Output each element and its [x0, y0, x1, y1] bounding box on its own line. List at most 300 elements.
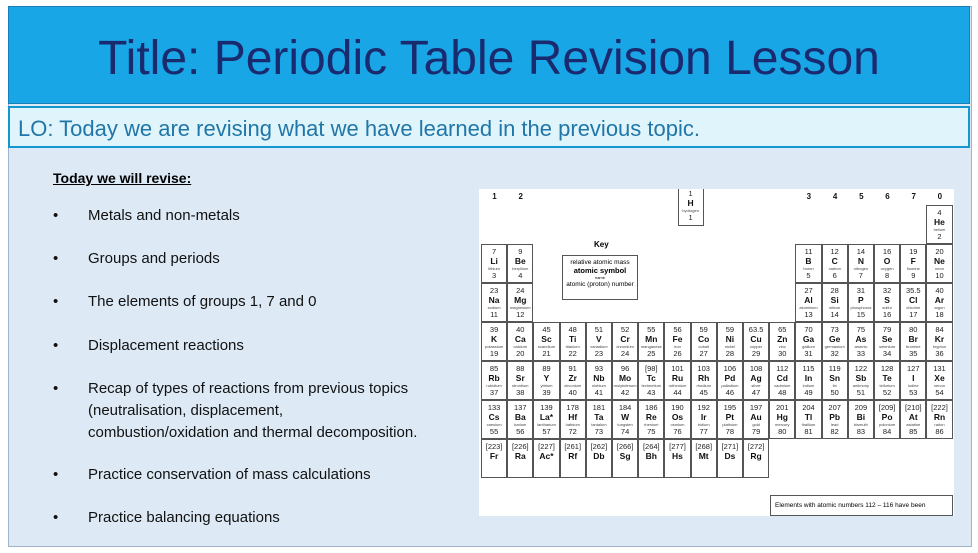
element-cell [926, 205, 952, 244]
element-cell [507, 361, 533, 400]
element-number: 24 [620, 349, 630, 358]
element-symbol: Al [804, 295, 813, 305]
revision-bullet-item [48, 507, 518, 529]
element-name: iodine [907, 383, 919, 388]
element-mass: 127 [907, 364, 920, 373]
element-mass: 39 [489, 325, 499, 334]
element-cell [638, 400, 664, 439]
group-number: 7 [911, 192, 916, 201]
element-mass: 28 [830, 286, 839, 295]
element-name: yttrium [540, 383, 553, 388]
element-number: 4 [518, 271, 523, 280]
element-mass: 186 [645, 403, 658, 412]
element-symbol: F [910, 256, 916, 266]
superheavy-note: Elements with atomic numbers 112 – 116 have been [770, 495, 953, 516]
element-number: 49 [804, 388, 813, 397]
element-name: iron [674, 344, 681, 349]
element-number: 57 [542, 427, 551, 436]
element-symbol: Pt [725, 412, 735, 422]
element-symbol: Ar [934, 295, 945, 305]
revise-heading: Today we will revise: [53, 170, 192, 186]
element-cell [533, 361, 559, 400]
element-cell [612, 322, 638, 361]
element-cell [533, 400, 559, 439]
element-symbol: Cr [620, 334, 630, 344]
element-mass: [266] [616, 442, 634, 451]
element-number: 85 [909, 427, 918, 436]
element-cell [691, 322, 717, 361]
element-symbol: Fe [672, 334, 683, 344]
element-name: astatine [906, 422, 921, 427]
element-mass: 115 [802, 364, 815, 373]
element-name: antimony [852, 383, 869, 388]
key-line-number: atomic (proton) number [566, 281, 634, 288]
element-symbol: Be [514, 256, 526, 266]
element-name: carbon [828, 266, 841, 271]
element-name: lithium [488, 266, 500, 271]
element-number: 33 [856, 349, 866, 358]
element-number: 74 [620, 427, 630, 436]
element-mass: [227] [538, 442, 555, 451]
element-cell [507, 283, 533, 322]
element-mass: 73 [830, 325, 839, 334]
element-mass: 93 [594, 364, 604, 373]
element-mass: 133 [487, 403, 501, 412]
element-symbol: Mg [514, 295, 527, 305]
element-symbol: As [855, 334, 867, 344]
element-symbol: Hf [568, 412, 578, 422]
element-cell [664, 361, 690, 400]
element-mass: [98] [645, 364, 658, 373]
element-mass: 63.5 [748, 325, 764, 334]
element-symbol: Ra [514, 451, 526, 461]
element-name: hydrogen [682, 207, 699, 213]
element-mass: 70 [804, 325, 813, 334]
element-name: silicon [829, 305, 841, 310]
element-mass: 119 [828, 364, 841, 373]
element-mass: 80 [909, 325, 918, 334]
element-symbol: La* [539, 412, 554, 422]
element-cell [743, 361, 769, 400]
element-mass: 75 [856, 325, 866, 334]
element-name: rhenium [644, 422, 659, 427]
element-mass: 45 [542, 325, 551, 334]
element-symbol: Mn [645, 334, 658, 344]
element-name: xenon [934, 383, 945, 388]
bullet-text-line: Groups and periods [88, 250, 220, 267]
element-number: 23 [594, 349, 604, 358]
element-number: 9 [911, 271, 916, 280]
element-cell [769, 361, 795, 400]
element-cell [638, 439, 664, 478]
element-cell [795, 283, 821, 322]
element-symbol: Rg [750, 451, 762, 461]
bullet-text-line: Metals and non-metals [88, 207, 240, 224]
element-cell [507, 244, 533, 283]
revision-bullet-item [48, 464, 518, 486]
element-cell [900, 322, 926, 361]
element-mass: 51 [594, 325, 604, 334]
element-number: 34 [882, 349, 892, 358]
element-cell [926, 361, 952, 400]
element-number: 18 [935, 310, 944, 319]
element-cell [900, 400, 926, 439]
element-mass: [264] [642, 442, 660, 451]
element-mass: [272] [747, 442, 765, 451]
element-number: 55 [489, 427, 499, 436]
element-number: 27 [699, 349, 708, 358]
element-name: gallium [802, 344, 815, 349]
element-cell [586, 400, 612, 439]
element-cell [560, 400, 586, 439]
element-symbol: Pd [724, 373, 736, 383]
element-name: sodium [487, 305, 501, 310]
element-cell [691, 400, 717, 439]
element-name: nickel [724, 344, 735, 349]
element-cell [795, 361, 821, 400]
element-mass: [222] [931, 403, 948, 412]
element-symbol: Zr [568, 373, 577, 383]
element-name: polonium [878, 422, 896, 427]
element-name: magnesium [509, 305, 531, 310]
revision-bullet-item [48, 378, 518, 444]
element-number: 35 [909, 349, 918, 358]
element-mass: 23 [489, 286, 499, 295]
bullet-dot: • [53, 207, 59, 224]
element-name: cobalt [698, 344, 710, 349]
element-number: 39 [542, 388, 551, 397]
element-symbol: Ag [750, 373, 762, 383]
element-name: zinc [778, 344, 786, 349]
key-line-name: name [594, 275, 605, 280]
element-name: beryllium [512, 266, 529, 271]
bullet-dot: • [53, 293, 59, 310]
element-symbol: O [883, 256, 891, 266]
element-name: bismuth [853, 422, 868, 427]
element-name: fluorine [906, 266, 920, 271]
element-name: radon [934, 422, 945, 427]
element-symbol: Rh [698, 373, 710, 383]
element-number: 76 [673, 427, 682, 436]
element-name: boron [803, 266, 814, 271]
element-symbol: Hs [672, 451, 683, 461]
element-mass: 178 [566, 403, 579, 412]
element-cell [533, 439, 559, 478]
element-name: bromine [906, 344, 921, 349]
group-number: 0 [937, 192, 943, 201]
element-mass: 190 [671, 403, 684, 412]
element-symbol: Db [593, 451, 605, 461]
element-symbol: Cd [776, 373, 788, 383]
element-number: 72 [568, 427, 577, 436]
element-cell [822, 361, 848, 400]
element-number: 17 [909, 310, 918, 319]
element-number: 40 [568, 388, 577, 397]
element-mass: 201 [776, 403, 789, 412]
bullet-dot: • [53, 509, 59, 526]
element-mass: 11 [804, 247, 813, 256]
element-symbol: Pb [829, 412, 841, 422]
slide-title: Title: Periodic Table Revision Lesson [98, 32, 880, 85]
element-mass: 112 [776, 364, 789, 373]
element-symbol: Ga [802, 334, 815, 344]
bullet-text-line: (neutralisation, displacement, [88, 402, 284, 419]
bullet-dot: • [53, 466, 59, 483]
element-name: manganese [640, 344, 662, 349]
element-name: mercury [775, 422, 790, 427]
element-mass: 52 [620, 325, 630, 334]
element-mass: 16 [882, 247, 892, 256]
element-cell [717, 361, 743, 400]
element-mass: 20 [935, 247, 944, 256]
element-cell [664, 322, 690, 361]
element-cell [638, 361, 664, 400]
group-number: 3 [806, 192, 812, 201]
element-symbol: Si [830, 295, 839, 305]
element-symbol: Y [543, 373, 550, 383]
element-name: iridium [697, 422, 710, 427]
element-name: neon [935, 266, 944, 271]
element-number: 79 [751, 427, 761, 436]
element-name: tantalum [591, 422, 607, 427]
element-symbol: Cs [488, 412, 500, 422]
bullet-text-line: Recap of types of reactions from previous topics [88, 380, 409, 397]
element-number: 54 [935, 388, 944, 397]
element-name: helium [933, 227, 946, 232]
key-line-mass: relative atomic mass [570, 259, 630, 266]
element-name: barium [514, 422, 527, 427]
element-number: 25 [647, 349, 656, 358]
element-symbol: Rf [568, 451, 578, 461]
title-bar [8, 6, 970, 104]
periodic-table-image [479, 189, 954, 516]
element-name: chromium [616, 344, 634, 349]
element-symbol: K [491, 334, 498, 344]
element-number: 52 [882, 388, 892, 397]
element-name: phosphorus [850, 305, 872, 310]
element-cell [717, 400, 743, 439]
group-number: 5 [859, 192, 864, 201]
element-mass: [261] [564, 442, 582, 451]
element-name: scandium [537, 344, 556, 349]
element-name: copper [749, 344, 763, 349]
element-symbol: Ir [700, 412, 707, 422]
element-cell [848, 283, 874, 322]
revision-bullet-item [48, 335, 518, 357]
element-cell [481, 361, 507, 400]
element-cell [769, 322, 795, 361]
element-number: 22 [568, 349, 577, 358]
element-name: technetium [641, 383, 662, 388]
element-name: krypton [932, 344, 947, 349]
element-cell [612, 439, 638, 478]
group-number: 1 [492, 192, 497, 201]
learning-objective-text: LO: Today we are revising what we have learned in the previous topic. [18, 116, 700, 141]
element-cell [638, 322, 664, 361]
element-symbol: Ds [724, 451, 736, 461]
element-symbol: Tl [804, 412, 813, 422]
element-mass: 122 [854, 364, 868, 373]
element-name: gold [752, 422, 760, 427]
element-number: 7 [858, 271, 863, 280]
element-cell [874, 361, 900, 400]
element-number: 81 [804, 427, 813, 436]
element-name: tin [832, 383, 837, 388]
element-name: nitrogen [853, 266, 869, 271]
revision-bullet-item [48, 291, 518, 313]
element-number: 13 [804, 310, 813, 319]
element-mass: [210] [904, 403, 922, 412]
element-symbol: Ru [671, 373, 684, 383]
element-mass: 85 [489, 364, 499, 373]
element-number: 77 [699, 427, 708, 436]
element-symbol: Fr [489, 451, 499, 461]
element-number: 36 [935, 349, 944, 358]
element-symbol: Re [645, 412, 657, 422]
element-symbol: Rb [488, 373, 500, 383]
element-mass: 35.5 [905, 286, 921, 295]
element-symbol: Sr [515, 373, 525, 383]
element-number: 1 [688, 212, 693, 222]
element-cell [795, 400, 821, 439]
key-box [562, 255, 638, 300]
element-name: hafnium [565, 422, 580, 427]
element-cell [586, 439, 612, 478]
element-symbol: Zn [777, 334, 788, 344]
element-number: 5 [806, 271, 811, 280]
element-cell [507, 400, 533, 439]
element-symbol: Ge [829, 334, 841, 344]
element-cell [795, 244, 821, 283]
element-symbol: Rn [933, 412, 946, 422]
element-number: 56 [516, 427, 525, 436]
bullet-text-line: Practice balancing equations [88, 509, 280, 526]
bullet-dot: • [53, 250, 59, 267]
element-number: 6 [832, 271, 837, 280]
element-mass: 27 [804, 286, 813, 295]
group-number: 4 [832, 192, 838, 201]
element-mass: 184 [618, 403, 632, 412]
element-number: 10 [935, 271, 944, 280]
element-number: 14 [830, 310, 839, 319]
element-mass: 84 [935, 325, 944, 334]
element-symbol: Co [698, 334, 710, 344]
element-cell [717, 439, 743, 478]
element-number: 28 [725, 349, 735, 358]
element-name: zirconium [564, 383, 582, 388]
element-name: tellurium [879, 383, 895, 388]
element-mass: [209] [878, 403, 896, 412]
element-cell [926, 400, 952, 439]
element-mass: 4 [937, 208, 942, 217]
element-name: arsenic [854, 344, 868, 349]
element-cell [874, 322, 900, 361]
element-number: 45 [699, 388, 708, 397]
learning-objective-bar [8, 106, 970, 148]
element-number: 41 [594, 388, 604, 397]
element-cell [560, 439, 586, 478]
element-name: calcium [513, 344, 528, 349]
element-mass: 131 [933, 364, 946, 373]
element-cell [481, 244, 507, 283]
element-mass: [277] [669, 442, 686, 451]
element-symbol: Mt [698, 451, 709, 461]
element-number: 83 [856, 427, 866, 436]
element-name: caesium [486, 422, 502, 427]
element-cell [612, 400, 638, 439]
element-symbol: Cu [750, 334, 762, 344]
key-label: Key [594, 240, 609, 249]
element-symbol: Bh [645, 451, 657, 461]
element-mass: 31 [856, 286, 866, 295]
element-mass: 48 [568, 325, 577, 334]
element-cell [900, 244, 926, 283]
element-name: argon [934, 305, 945, 310]
element-symbol: Ta [594, 412, 604, 422]
element-cell [848, 400, 874, 439]
element-number: 78 [725, 427, 735, 436]
element-number: 84 [882, 427, 892, 436]
element-name: osmium [670, 422, 685, 427]
element-mass: 7 [492, 247, 497, 256]
element-cell [533, 322, 559, 361]
element-symbol: H [687, 197, 694, 208]
element-name: potassium [484, 344, 504, 349]
element-number: 12 [516, 310, 525, 319]
element-cell [560, 361, 586, 400]
element-cell [848, 322, 874, 361]
element-cell [822, 283, 848, 322]
element-mass: 197 [749, 403, 763, 412]
element-name: niobium [591, 383, 606, 388]
element-number: 75 [647, 427, 656, 436]
element-number: 42 [620, 388, 630, 397]
element-cell [900, 283, 926, 322]
element-cell [822, 244, 848, 283]
element-number: 80 [778, 427, 787, 436]
element-cell [874, 400, 900, 439]
element-symbol: Sc [541, 334, 552, 344]
element-number: 15 [856, 310, 866, 319]
element-name: aluminium [799, 305, 818, 310]
element-number: 11 [490, 310, 498, 319]
element-name: germanium [824, 344, 845, 349]
element-symbol: Po [881, 412, 893, 422]
element-symbol: Sg [619, 451, 631, 461]
element-mass: 108 [749, 364, 763, 373]
element-number: 26 [673, 349, 682, 358]
element-number: 48 [778, 388, 787, 397]
element-number: 2 [937, 232, 942, 241]
element-number: 30 [778, 349, 787, 358]
element-symbol: Au [750, 412, 762, 422]
element-mass: [262] [590, 442, 608, 451]
element-number: 20 [516, 349, 525, 358]
element-symbol: Ni [725, 334, 735, 344]
element-mass: 192 [697, 403, 710, 412]
element-mass: 128 [880, 364, 894, 373]
element-symbol: Tc [646, 373, 656, 383]
element-mass: 207 [828, 403, 841, 412]
element-symbol: At [908, 412, 918, 422]
bullet-text-line: Practice conservation of mass calculations [88, 466, 371, 483]
element-mass: 24 [516, 286, 525, 295]
element-cell [926, 322, 952, 361]
element-mass: [271] [721, 442, 739, 451]
element-number: 47 [751, 388, 761, 397]
element-name: cadmium [774, 383, 791, 388]
element-mass: [268] [695, 442, 713, 451]
